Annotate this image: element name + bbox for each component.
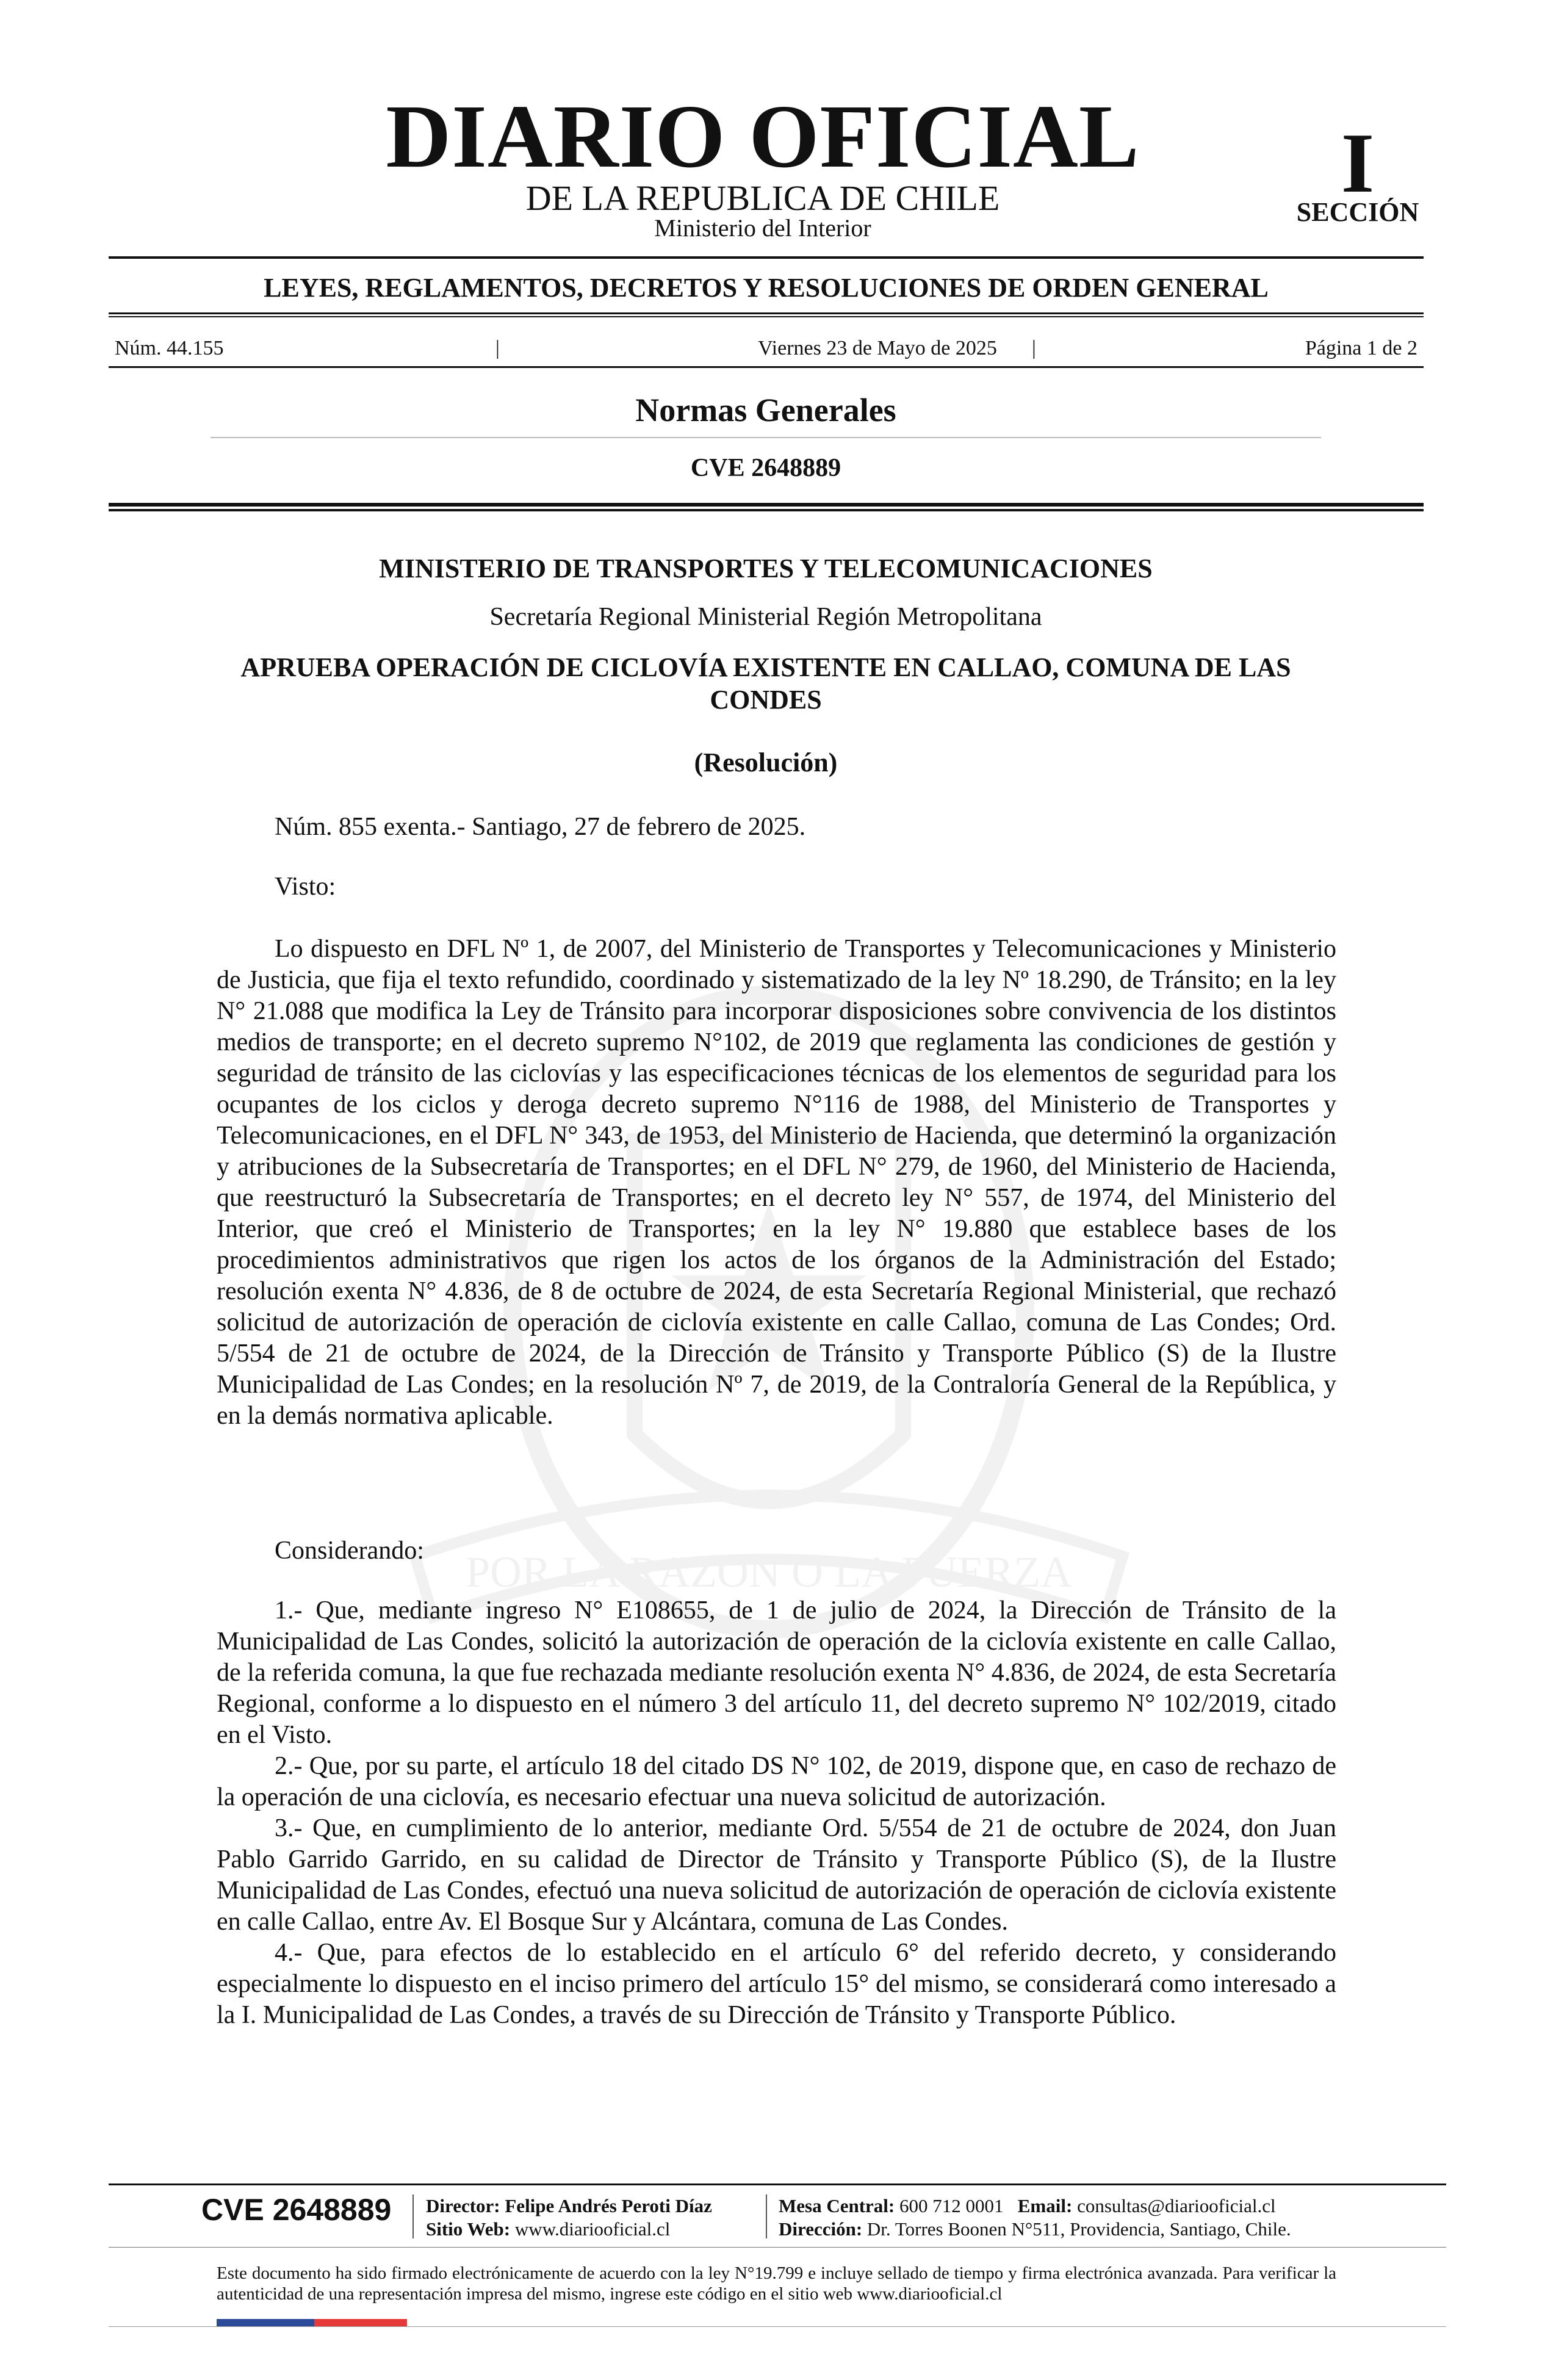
issue-page: Página 1 de 2	[1305, 337, 1417, 359]
flag-stripe-blue	[217, 2319, 314, 2326]
footer-signature-note: Este documento ha sido firmado electrónicamente de acuerdo con la ley N°19.799 e incluye sellado de tiempo y firma electrónica avanzada. Para verificar la autenticidad de una representación impresa del mismo, ingrese este código en el sitio web www.diariooficial.cl	[217, 2263, 1336, 2304]
footer-contact-block	[779, 2194, 1291, 2241]
footer-web-link[interactable]: www.diariooficial.cl	[514, 2218, 671, 2240]
section-heading-underline	[211, 437, 1321, 438]
footer-address-label: Dirección:	[779, 2218, 863, 2240]
considerando-section	[217, 1595, 1336, 2031]
footer-mesa-label: Mesa Central:	[779, 2195, 895, 2216]
issuing-ministry: MINISTERIO DE TRANSPORTES Y TELECOMUNICACIONES	[379, 554, 1153, 583]
issue-separator: |	[495, 337, 500, 359]
footer-cve-code: CVE 2648889	[201, 2193, 392, 2227]
footer-web-label: Sitio Web:	[426, 2218, 511, 2240]
issue-divider	[109, 366, 1424, 368]
section-label: SECCIÓN	[1296, 197, 1419, 227]
footer-divider-secondary	[109, 2247, 1446, 2248]
masthead-ministry: Ministerio del Interior	[654, 214, 871, 242]
considerando-paragraph: 3.- Que, en cumplimiento de lo anterior, mediante Ord. 5/554 de 21 de octubre de 2024, don Juan Pablo Garrido Garrido, en su calidad de Director de Tránsito y Transporte Público (S), de la Ilustre Municipalidad de Las Condes, efectuó una nueva solicitud de autorización de operación de ciclovía existente en calle Callao, entre Av. El Bosque Sur y Alcántara, comuna de Las Condes.	[217, 1814, 1336, 1936]
watermark-motto: POR LA RAZON O LA FUERZA	[465, 1548, 1073, 1596]
section-number: I	[1341, 116, 1375, 211]
considerando-paragraph: 1.- Que, mediante ingreso N° E108655, de 1 de julio de 2024, la Dirección de Tránsito de la Municipalidad de Las Condes, solicitó la autorización de operación de la ciclovía existente en calle Callao, de la referida comuna, la que fue rechazada mediante resolución exenta N° 4.836, de 2024, de esta Secretaría Regional, conforme a lo dispuesto en el número 3 del artículo 11, del decreto supremo N° 102/2019, citado en el Visto.	[217, 1596, 1336, 1749]
masthead-subtitle: DE LA REPUBLICA DE CHILE	[525, 178, 1000, 218]
issuing-office: Secretaría Regional Ministerial Región Metropolitana	[489, 603, 1042, 631]
document-divider	[109, 503, 1424, 507]
resolution-title: APRUEBA OPERACIÓN DE CICLOVÍA EXISTENTE EN CALLAO, COMUNA DE LAS CONDES	[240, 652, 1291, 715]
masthead-divider	[109, 256, 1424, 259]
category-divider-secondary	[109, 316, 1424, 317]
footer-director-block	[426, 2194, 712, 2241]
category-divider	[109, 312, 1424, 314]
document-divider-secondary	[109, 509, 1424, 511]
footer-divider	[109, 2183, 1446, 2185]
considerando-paragraph: 2.- Que, por su parte, el artículo 18 del citado DS N° 102, de 2019, dispone que, en caso de rechazo de la operación de una ciclovía, es necesario efectuar una nueva solicitud de autorización.	[217, 1752, 1336, 1811]
footer-email-label: Email:	[1017, 2195, 1073, 2216]
resolution-type: (Resolución)	[694, 748, 838, 777]
footer-address-value: Dr. Torres Boonen N°511, Providencia, Santiago, Chile.	[866, 2218, 1291, 2240]
footer-column-separator	[766, 2194, 767, 2238]
visto-heading: Visto:	[275, 873, 336, 901]
flag-stripe-red	[314, 2319, 407, 2326]
considerando-heading: Considerando:	[275, 1537, 424, 1565]
footer-email-link[interactable]: consultas@diariooficial.cl	[1077, 2195, 1276, 2216]
category-heading: LEYES, REGLAMENTOS, DECRETOS Y RESOLUCIONES DE ORDEN GENERAL	[264, 273, 1269, 303]
cve-code: CVE 2648889	[690, 454, 841, 482]
issue-number: Núm. 44.155	[115, 337, 224, 359]
masthead-title: DIARIO OFICIAL	[386, 87, 1140, 187]
issue-separator: |	[1032, 337, 1036, 359]
section-heading: Normas Generales	[635, 392, 896, 428]
resolution-number-line: Núm. 855 exenta.- Santiago, 27 de febrero de 2025.	[275, 813, 806, 841]
footer-director: Director: Felipe Andrés Peroti Díaz	[426, 2195, 712, 2216]
visto-section	[217, 934, 1336, 1432]
footer-column-separator	[412, 2194, 414, 2238]
footer-bottom-rule	[109, 2326, 1446, 2327]
issue-date: Viernes 23 de Mayo de 2025	[758, 337, 997, 359]
footer-mesa-value: 600 712 0001	[899, 2195, 1004, 2216]
considerando-paragraph: 4.- Que, para efectos de lo establecido en el artículo 6° del referido decreto, y considerando especialmente lo dispuesto en el inciso primero del artículo 15° del mismo, se considerará como interesado a la I. Municipalidad de Las Condes, a través de su Dirección de Tránsito y Transporte Público.	[217, 1939, 1336, 2029]
visto-paragraph: Lo dispuesto en DFL Nº 1, de 2007, del Ministerio de Transportes y Telecomunicaciones y Ministerio de Justicia, que fija el texto refundido, coordinado y sistematizado de la ley Nº 18.290, de Tránsito; en la ley N° 21.088 que modifica la Ley de Tránsito para incorporar disposiciones sobre convivencia de los distintos medios de transporte; en el decreto supremo N°102, de 2019 que reglamenta las condiciones de gestión y seguridad de tránsito de las ciclovías y las especificaciones técnicas de los elementos de seguridad para los ocupantes de los ciclos y deroga decreto supremo N°116 de 1988, del Ministerio de Transportes y Telecomunicaciones, en el DFL N° 343, de 1953, del Ministerio de Hacienda, que determinó la organización y atribuciones de la Subsecretaría de Transportes; en el DFL N° 279, de 1960, del Ministerio de Hacienda, que reestructuró la Subsecretaría de Transportes; en el decreto ley N° 557, de 1974, del Ministerio del Interior, que creó el Ministerio de Transportes; en la ley N° 19.880 que establece bases de los procedimientos administrativos que rigen los actos de los órganos de la Administración del Estado; resolución exenta N° 4.836, de 8 de octubre de 2024, de esta Secretaría Regional Ministerial, que rechazó solicitud de autorización de operación de ciclovía existente en calle Callao, comuna de Las Condes; Ord. 5/554 de 21 de octubre de 2024, de la Dirección de Tránsito y Transporte Público (S) de la Ilustre Municipalidad de Las Condes; en la resolución Nº 7, de 2019, de la Contraloría General de la República, y en la demás normativa aplicable.	[217, 935, 1336, 1430]
issue-bar	[109, 333, 1424, 364]
